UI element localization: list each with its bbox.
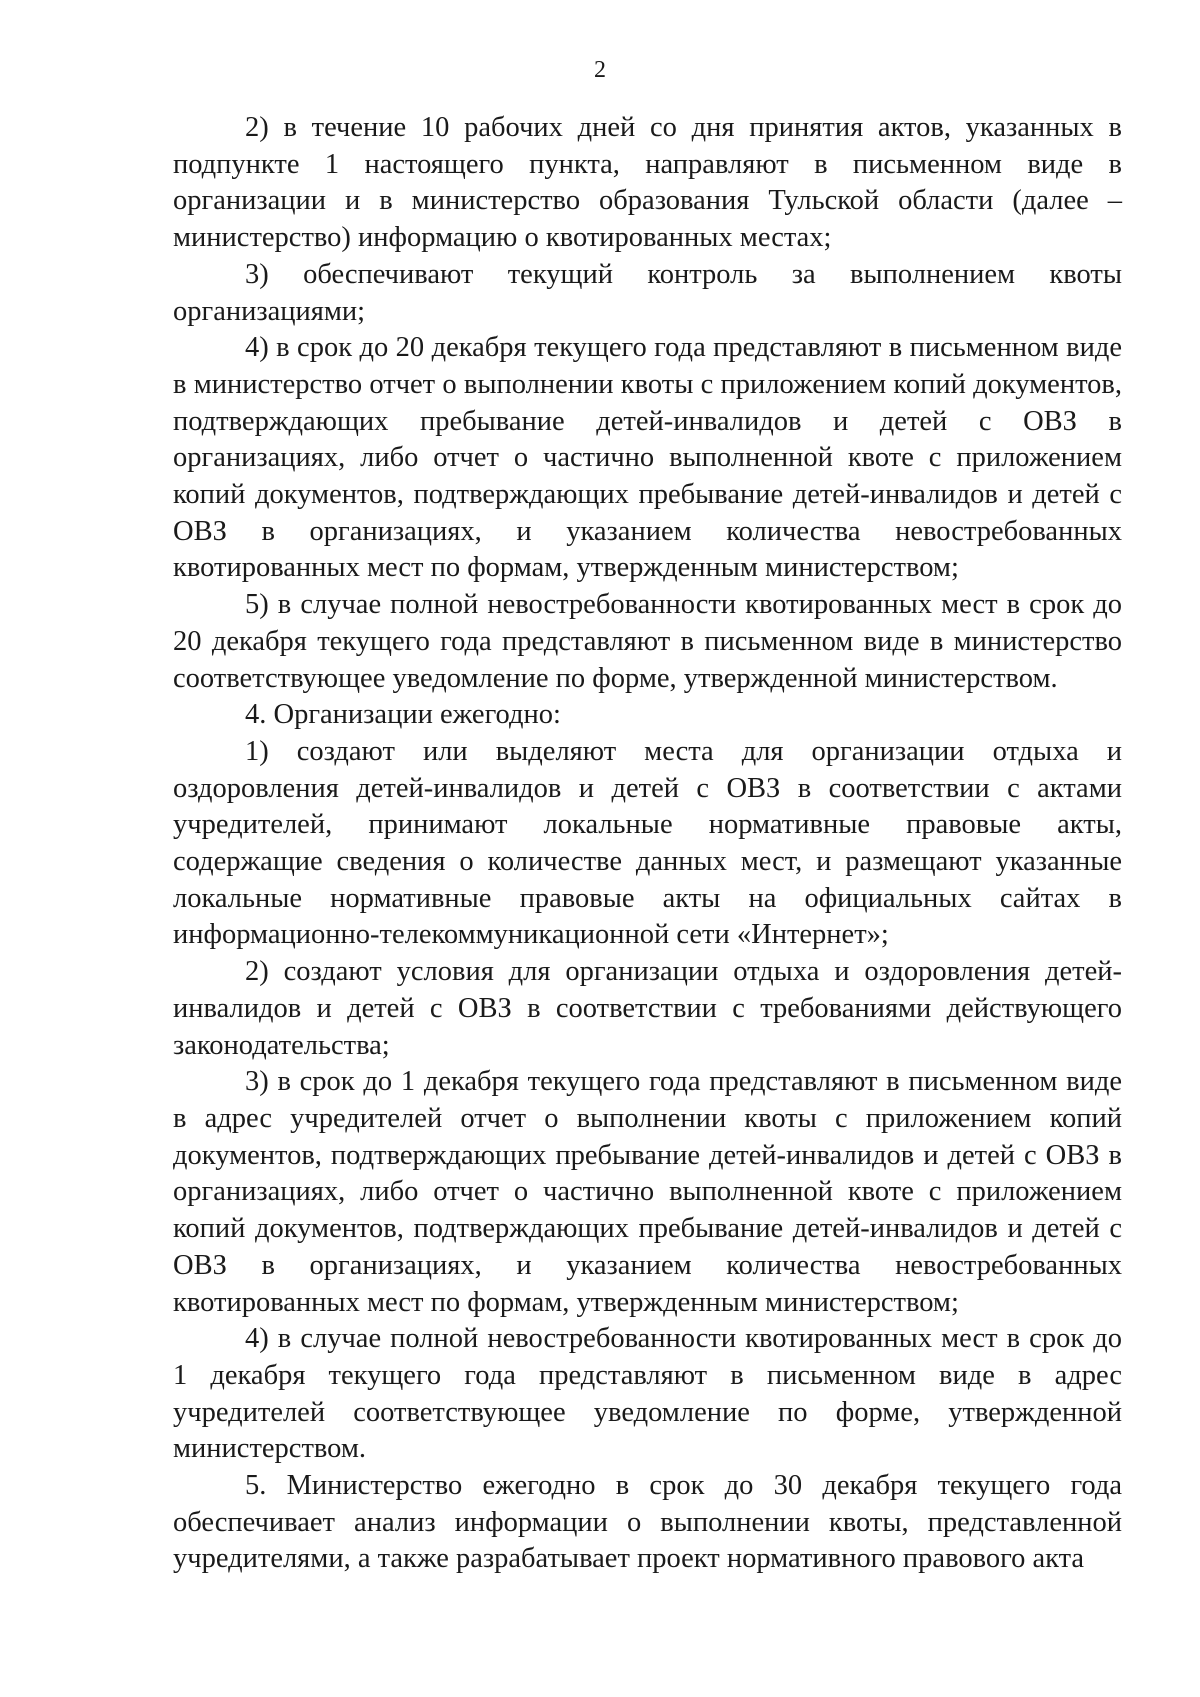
- document-body: [173, 110, 1122, 1578]
- paragraph-item-4-quota-report: 4) в срок до 20 декабря текущего года представляют в письменном виде в министерство отчет о выполнении квоты с приложением копий документов, подтверждающих пребывание детей-инвалидов и детей с ОВЗ в организациях, либо отчет о частично выполненной квоте с приложением копий документов, подтверждающих пребывание детей-инвалидов и детей с ОВЗ в организациях, и указанием количества невостребованных квотированных мест по формам, утвержденным министерством;: [173, 332, 1122, 584]
- page-number: 2: [594, 57, 606, 83]
- paragraph-org-item-1-places: 1) создают или выделяют места для организации отдыха и оздоровления детей-инвалидов и детей с ОВЗ в соответствии с актами учредителей, принимают локальные нормативные правовые акты, содержащие сведения о количестве данных мест, и размещают указанные локальные нормативные правовые акты на официальных сайтах в информационно-телекоммуникационной сети «Интернет»;: [173, 735, 1122, 951]
- paragraph-item-5-unused-quota-notice: 5) в случае полной невостребованности квотированных мест в срок до 20 декабря текущего года представляют в письменном виде в министерство соответствующее уведомление по форме, утвержденной министерством.: [173, 589, 1122, 694]
- paragraph-item-2-acts-notification: 2) в течение 10 рабочих дней со дня принятия актов, указанных в подпункте 1 настоящего пункта, направляют в письменном виде в организации и в министерство образования Тульской области (далее – министерство) информацию о квотированных местах;: [173, 112, 1122, 254]
- paragraph-section-5-ministry: 5. Министерство ежегодно в срок до 30 декабря текущего года обеспечивает анализ информации о выполнении квоты, представленной учредителями, а также разрабатывает проект нормативного правового акта: [173, 1470, 1122, 1575]
- paragraph-item-3-quota-control: 3) обеспечивают текущий контроль за выполнением квоты организациями;: [173, 258, 1122, 327]
- paragraph-org-item-2-conditions: 2) создают условия для организации отдыха и оздоровления детей-инвалидов и детей с ОВЗ в соответствии с требованиями действующего законодательства;: [173, 956, 1122, 1061]
- paragraph-org-item-4-notice: 4) в случае полной невостребованности квотированных мест в срок до 1 декабря текущего года представляют в письменном виде в адрес учредителей соответствующее уведомление по форме, утвержденной министерством.: [173, 1323, 1122, 1465]
- paragraph-org-item-3-report: 3) в срок до 1 декабря текущего года представляют в письменном виде в адрес учредителей отчет о выполнении квоты с приложением копий документов, подтверждающих пребывание детей-инвалидов и детей с ОВЗ в организациях, либо отчет о частично выполненной квоте с приложением копий документов, подтверждающих пребывание детей-инвалидов и детей с ОВЗ в организациях, и указанием количества невостребованных квотированных мест по формам, утвержденным министерством;: [173, 1066, 1122, 1318]
- paragraph-section-4-heading: 4. Организации ежегодно:: [245, 699, 561, 731]
